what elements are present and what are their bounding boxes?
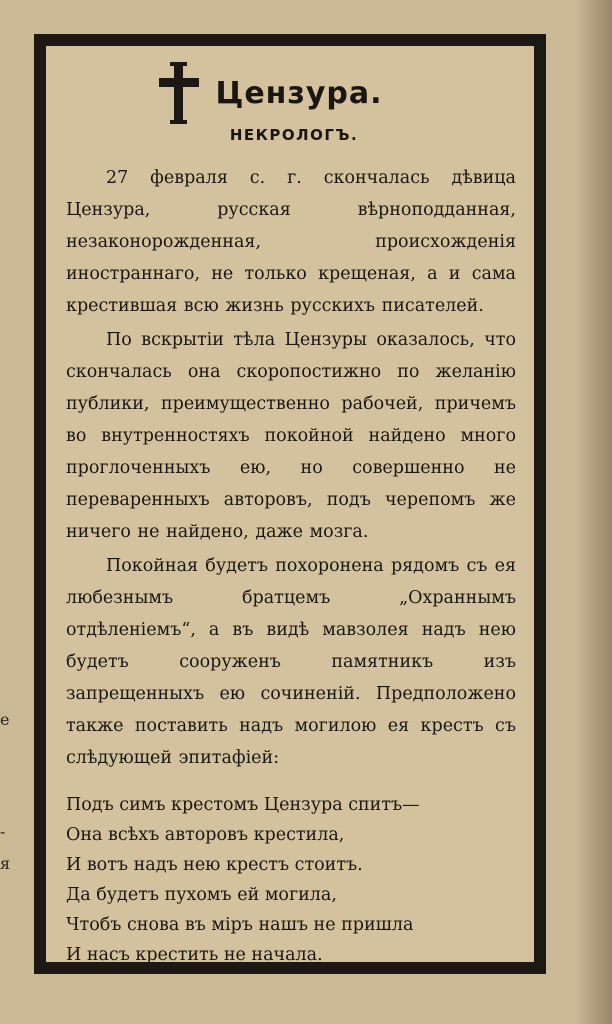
page-gutter-shadow bbox=[576, 0, 612, 1024]
margin-fragment: е bbox=[0, 710, 10, 729]
epitaph-line: И вотъ надъ нею крестъ стоитъ. bbox=[66, 855, 363, 875]
margin-fragment: я bbox=[0, 854, 11, 873]
title-row bbox=[26, 62, 516, 124]
subtitle: НЕКРОЛОГЪ. bbox=[229, 126, 359, 144]
cross-icon bbox=[159, 62, 199, 124]
epitaph-line: Она всѣхъ авторовъ крестила, bbox=[66, 825, 345, 845]
epitaph-line: Да будетъ пухомъ ей могила, bbox=[66, 885, 337, 905]
page-title: Цензура. bbox=[215, 75, 383, 111]
paragraph: 27 февраля с. г. скончалась дѣвица Цензура, русская вѣрноподданная, незаконорожденная, происхожденія иностраннаго, не только крещеная, а и сама крестившая всю жизнь русскихъ писателей. bbox=[66, 168, 516, 316]
epitaph-line: Подъ симъ крестомъ Цензура спитъ— bbox=[66, 795, 420, 815]
epitaph-line: И насъ крестить не начала. bbox=[66, 945, 323, 965]
obituary-body bbox=[66, 62, 516, 965]
adjacent-page-fragments bbox=[0, 0, 14, 1024]
margin-fragment: - bbox=[0, 822, 6, 841]
paragraph: Покойная будетъ похоронена рядомъ съ ея любезнымъ братцемъ „Охраннымъ отдѣленіемъ“, а въ видѣ мавзолея надъ нею будетъ сооруженъ памятникъ изъ запрещенныхъ ею сочиненій. Предположено также поставить надъ могилою ея крестъ съ слѣдующей эпитафіей: bbox=[66, 556, 516, 768]
epitaph bbox=[66, 790, 516, 970]
paragraph: По вскрытіи тѣла Цензуры оказалось, что скончалась она скоропостижно по желанію публики, преимущественно рабочей, причемъ во внутренностяхъ покойной найдено много проглоченныхъ ею, но совершенно не переваренныхъ авторовъ, подъ черепомъ же ничего не найдено, даже мозга. bbox=[66, 330, 516, 542]
epitaph-line: Чтобъ снова въ міръ нашъ не пришла bbox=[66, 915, 414, 935]
obituary-frame bbox=[34, 34, 546, 974]
